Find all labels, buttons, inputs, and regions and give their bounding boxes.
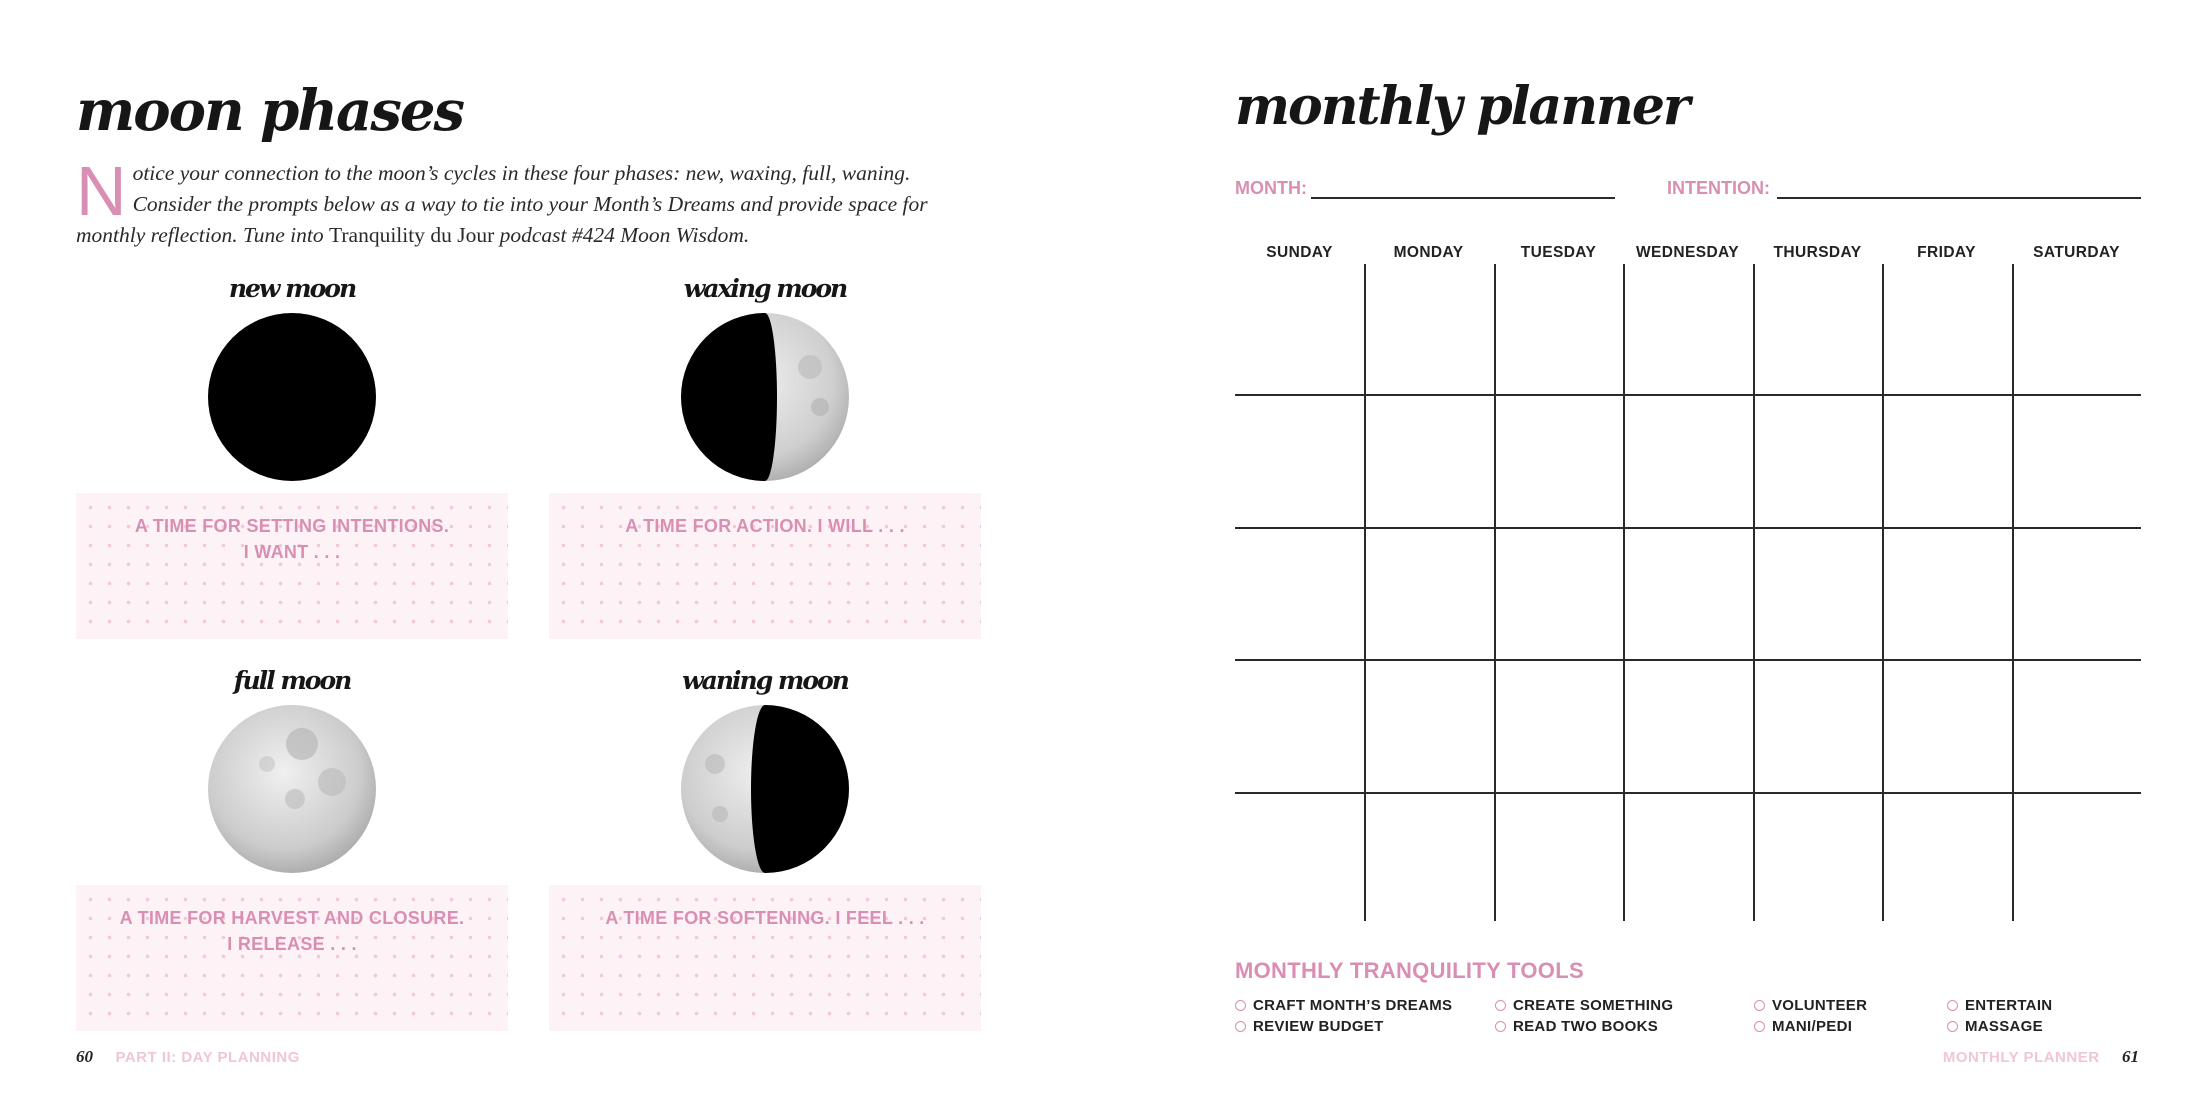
tool-item[interactable] bbox=[1754, 997, 1867, 1014]
podcast-name: Tranquility du Jour bbox=[329, 223, 495, 247]
weekday-wednesday: WEDNESDAY bbox=[1636, 244, 1739, 261]
phase-label: new moon bbox=[228, 274, 356, 303]
tool-label: MANI/PEDI bbox=[1772, 1018, 1853, 1035]
right-page bbox=[1101, 0, 2202, 1118]
weekday-friday: FRIDAY bbox=[1917, 244, 1976, 261]
grid-line bbox=[1235, 527, 2141, 529]
tool-item[interactable] bbox=[1754, 1018, 1852, 1035]
grid-line bbox=[1235, 659, 2141, 661]
prompt-line: A TIME FOR ACTION. I WILL . . . bbox=[625, 516, 905, 536]
intro-text: otice your connection to the moon’s cycles in these four phases: new, waxing, full, waning. Consider the prompts below as a way to tie into your Month’s Dreams and provide space for monthly reflection. Tune into bbox=[76, 161, 928, 247]
intention-field[interactable] bbox=[1777, 197, 2141, 199]
prompt-line: A TIME FOR SOFTENING. I FEEL . . . bbox=[605, 908, 925, 928]
tool-item[interactable] bbox=[1235, 997, 1452, 1014]
grid-line bbox=[1623, 264, 1625, 921]
weekday-saturday: SATURDAY bbox=[2033, 244, 2120, 261]
prompt-line: A TIME FOR SETTING INTENTIONS. bbox=[134, 516, 450, 536]
checkbox-icon[interactable] bbox=[1754, 1000, 1765, 1011]
grid-line bbox=[1364, 264, 1366, 921]
grid-line bbox=[1753, 264, 1755, 921]
prompt-box[interactable] bbox=[76, 885, 508, 1031]
phase-label: waxing moon bbox=[683, 274, 847, 303]
prompt-text bbox=[76, 513, 508, 565]
tool-label: CREATE SOMETHING bbox=[1513, 997, 1674, 1014]
tools-title: MONTHLY TRANQUILITY TOOLS bbox=[1235, 958, 1584, 983]
phase-label: waning moon bbox=[682, 666, 848, 695]
checkbox-icon[interactable] bbox=[1495, 1021, 1506, 1032]
tool-item[interactable] bbox=[1947, 1018, 2043, 1035]
tool-label: READ TWO BOOKS bbox=[1513, 1018, 1659, 1035]
tool-label: CRAFT MONTH’S DREAMS bbox=[1253, 997, 1453, 1014]
page-title: moon phases bbox=[76, 78, 464, 144]
tool-item[interactable] bbox=[1495, 997, 1673, 1014]
prompt-line: I WANT . . . bbox=[243, 542, 341, 562]
right-folio bbox=[1943, 1047, 2139, 1067]
waxing-moon-icon bbox=[680, 312, 850, 482]
left-folio bbox=[76, 1047, 300, 1067]
tool-item[interactable] bbox=[1495, 1018, 1658, 1035]
tool-label: VOLUNTEER bbox=[1772, 997, 1868, 1014]
prompt-box[interactable] bbox=[76, 493, 508, 639]
month-field[interactable] bbox=[1311, 197, 1615, 199]
prompt-line: I RELEASE . . . bbox=[227, 934, 357, 954]
intention-label: INTENTION: bbox=[1667, 178, 1770, 198]
month-label: MONTH: bbox=[1235, 178, 1307, 198]
prompt-text bbox=[76, 905, 508, 957]
weekday-tuesday: TUESDAY bbox=[1520, 244, 1597, 261]
calendar-grid bbox=[1235, 244, 2141, 922]
checkbox-icon[interactable] bbox=[1495, 1000, 1506, 1011]
page-title: monthly planner bbox=[1235, 76, 1689, 137]
grid-line bbox=[1882, 264, 1884, 921]
phase-label: full moon bbox=[233, 666, 351, 695]
prompt-box[interactable] bbox=[549, 493, 981, 639]
grid-line bbox=[1235, 394, 2141, 396]
tool-label: MASSAGE bbox=[1965, 1018, 2043, 1035]
checkbox-icon[interactable] bbox=[1235, 1000, 1246, 1011]
section-name: PART II: DAY PLANNING bbox=[115, 1049, 300, 1066]
checkbox-icon[interactable] bbox=[1947, 1000, 1958, 1011]
intro-paragraph bbox=[76, 152, 981, 251]
grid-line bbox=[1235, 792, 2141, 794]
tool-label: ENTERTAIN bbox=[1965, 997, 2053, 1014]
waning-moon-icon bbox=[680, 704, 850, 874]
full-moon-icon bbox=[207, 704, 377, 874]
prompt-text bbox=[549, 905, 981, 931]
new-moon-icon bbox=[207, 312, 377, 482]
page-number: 60 bbox=[76, 1047, 93, 1066]
checkbox-icon[interactable] bbox=[1947, 1021, 1958, 1032]
page-number: 61 bbox=[2122, 1047, 2139, 1066]
prompt-text bbox=[549, 513, 981, 539]
prompt-line: A TIME FOR HARVEST AND CLOSURE. bbox=[119, 908, 465, 928]
prompt-box[interactable] bbox=[549, 885, 981, 1031]
checkbox-icon[interactable] bbox=[1235, 1021, 1246, 1032]
weekday-thursday: THURSDAY bbox=[1773, 244, 1862, 261]
grid-line bbox=[2012, 264, 2014, 921]
section-name: MONTHLY PLANNER bbox=[1942, 1049, 2100, 1066]
weekday-monday: MONDAY bbox=[1393, 244, 1464, 261]
intro-text-end: podcast #424 Moon Wisdom. bbox=[494, 223, 750, 247]
weekday-sunday: SUNDAY bbox=[1266, 244, 1333, 261]
drop-cap: N bbox=[76, 152, 127, 230]
tool-item[interactable] bbox=[1947, 997, 2052, 1014]
tool-label: REVIEW BUDGET bbox=[1253, 1018, 1384, 1035]
tool-item[interactable] bbox=[1235, 1018, 1384, 1035]
checkbox-icon[interactable] bbox=[1754, 1021, 1765, 1032]
grid-line bbox=[1494, 264, 1496, 921]
